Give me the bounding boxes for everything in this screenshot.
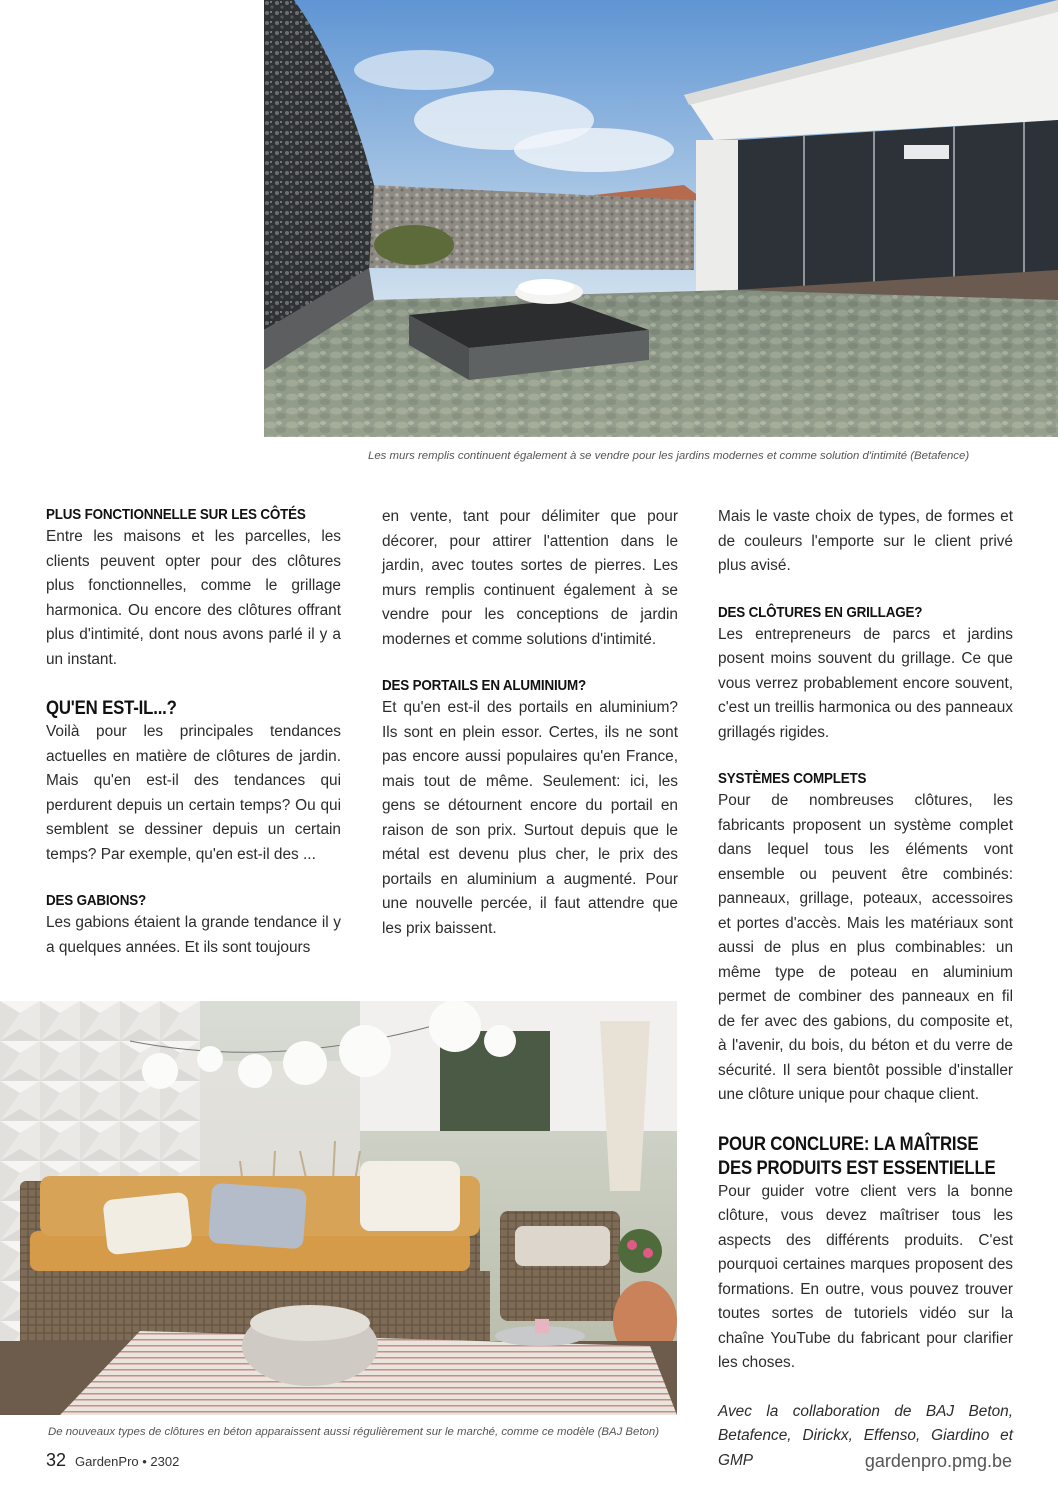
paragraph: Mais le vaste choix de types, de formes et de couleurs l'emporte sur le client privé plus avisé. xyxy=(718,508,1013,574)
paragraph: Les gabions étaient la grande tendance il y a quelques années. Et ils sont toujours xyxy=(46,914,341,956)
column-2 xyxy=(382,505,678,941)
heading-pour-conclure-line2: DES PRODUITS EST ESSENTIELLE xyxy=(718,1156,996,1179)
paragraph: Et qu'en est-il des portails en aluminium? Ils sont en plein essor. Certes, ils ne sont pas encore aussi populaires qu'en France, mais tout de même. Seulement: ici, les gens se détournent encore du portail en raison de son prix. Surtout depuis que le métal est devenu plus cher, le prix des portails en aluminium a augmenté. Pour une nouvelle percée, il faut attendre que les prix baissent. xyxy=(382,699,678,937)
magazine-issue: GardenPro • 2302 xyxy=(75,1454,180,1469)
column-3 xyxy=(718,505,1013,1473)
paragraph: Entre les maisons et les parcelles, les clients peuvent opter pour des clôtures plus fonctionnelles, comme le grillage harmonica. Ou encore des clôtures offrant plus d'intimité, dont nous avons parlé il y a un instant. xyxy=(46,528,341,668)
heading-des-portails: DES PORTAILS EN ALUMINIUM? xyxy=(382,678,587,694)
heading-pour-conclure-line1: POUR CONCLURE: LA MAÎTRISE xyxy=(718,1132,979,1155)
heading-plus-fonctionnelle: PLUS FONCTIONNELLE SUR LES CÔTÉS xyxy=(46,507,306,523)
heading-des-clotures-grillage: DES CLÔTURES EN GRILLAGE? xyxy=(718,604,923,621)
column-1 xyxy=(46,505,341,960)
heading-systemes-complets: SYSTÈMES COMPLETS xyxy=(718,771,867,787)
paragraph: en vente, tant pour délimiter que pour décorer, pour attirer l'attention dans le jardin, avec toutes sortes de pierres. Les murs remplis continuent également à se vendre pour les conceptions de jardin modernes et comme solutions d'intimité. xyxy=(382,508,678,648)
top-photo xyxy=(264,0,1058,437)
page-number: 32 xyxy=(46,1450,67,1470)
paragraph: Pour de nombreuses clôtures, les fabricants proposent un système complet dans lequel tous les éléments vont ensemble ou peuvent être combinés: panneaux, grillage, poteaux, accessoires et portes d'accès. Mais les matériaux sont aussi de plus en plus combinables: un même type de poteau en aluminium permet de combiner des panneaux en fil de fer avec des gabions, du composite et, à l'avenir, du bois, du béton et du verre de sécurité. Il sera bientôt possible d'installer une clôture unique pour chaque client. xyxy=(718,792,1013,1103)
credits: Avec la collaboration de BAJ Beton, Betafence, Dirickx, Effenso, Giardino et GMP xyxy=(718,1402,1013,1469)
paragraph: Pour guider votre client vers la bonne clôture, vous devez maîtriser tous les aspects des différents produits. C'est pourquoi certaines marques proposent des formations. En outre, vous pouvez trouver toutes sortes de tutoriels vidéo sur la chaîne YouTube du fabricant pour clarifier les choses. xyxy=(718,1182,1013,1371)
paragraph: Voilà pour les principales tendances actuelles en matière de clôtures de jardin. Mais qu'en est-il des tendances qui perdurent depuis un certain temps? Ou qui semblent se dessiner depuis un certain temps? Par exemple, qu'en est-il des ... xyxy=(46,723,341,863)
heading-qu-en-est-il: QU'EN EST-IL...? xyxy=(46,697,177,719)
top-photo-illustration xyxy=(264,0,1058,437)
top-photo-caption: Les murs remplis continuent également à se vendre pour les jardins modernes et comme solution d'intimité (Betafence) xyxy=(368,450,970,462)
paragraph: Les entrepreneurs de parcs et jardins posent moins souvent du grillage. Ce que vous verrez probablement encore souvent, c'est un treillis harmonica ou des panneaux grillagés rigides. xyxy=(718,625,1013,741)
heading-des-gabions: DES GABIONS? xyxy=(46,893,146,909)
bottom-photo xyxy=(0,1001,677,1415)
bottom-photo-illustration xyxy=(0,1001,677,1415)
bottom-photo-caption: De nouveaux types de clôtures en béton apparaissent aussi régulièrement sur le marché, comme ce modèle (BAJ Beton) xyxy=(48,1426,659,1438)
website-link[interactable]: gardenpro.pmg.be xyxy=(864,1451,1012,1471)
footer-left xyxy=(46,1450,179,1471)
